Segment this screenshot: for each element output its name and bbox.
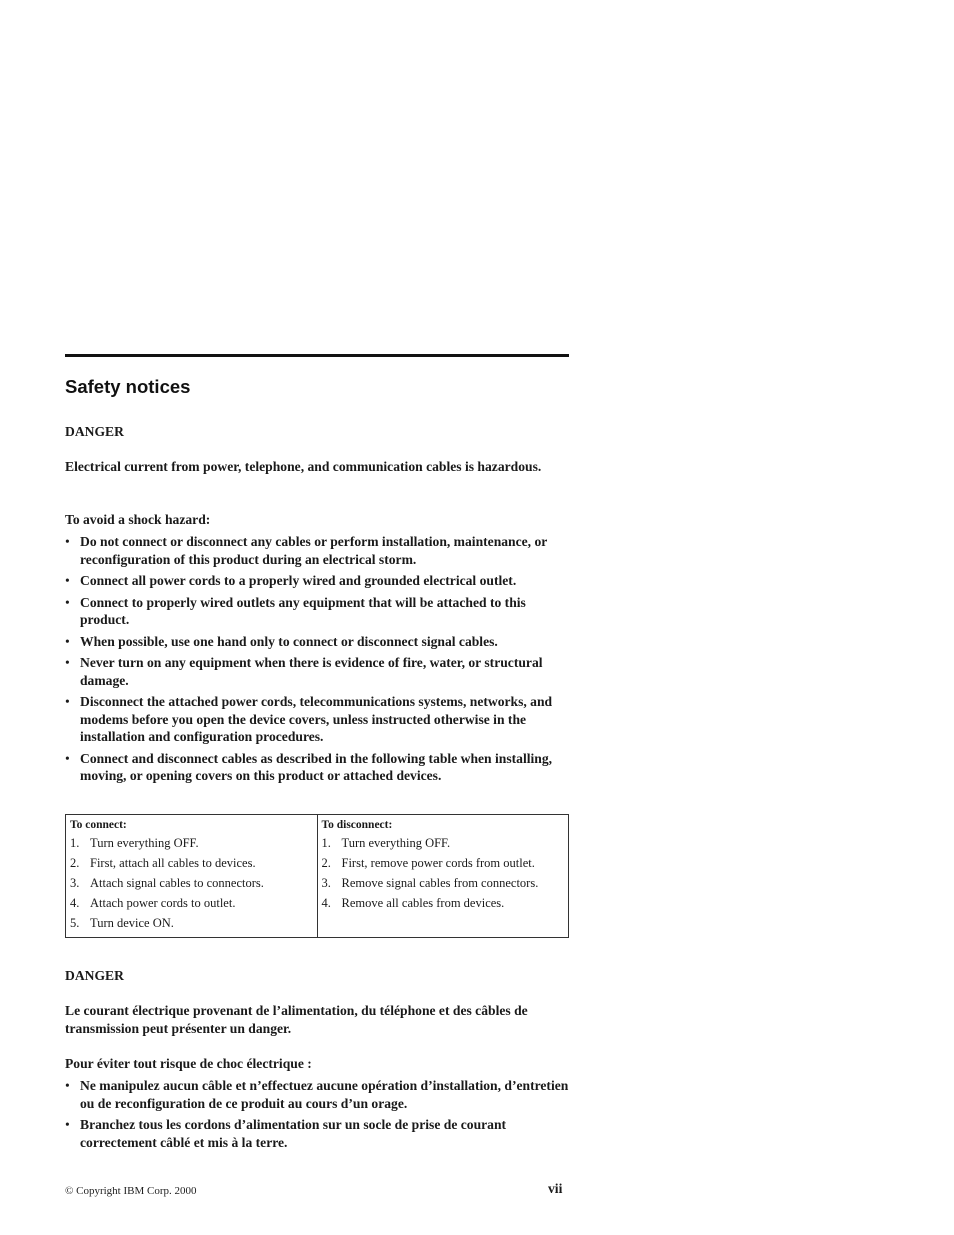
step-number: 4. [321, 896, 331, 910]
page-number: vii [548, 1181, 563, 1196]
step-text: Attach signal cables to connectors. [90, 876, 264, 890]
bullet-text: Connect to properly wired outlets any equipment that will be attached to this product. [80, 594, 526, 627]
step-text: First, attach all cables to devices. [90, 856, 256, 870]
connect-step [70, 833, 313, 853]
step-text: Turn everything OFF. [341, 836, 451, 850]
step-number: 2. [321, 856, 331, 870]
step-text: First, remove power cords from outlet. [341, 856, 535, 870]
danger-label-en: DANGER [65, 424, 124, 439]
bullet-icon: • [65, 1078, 70, 1093]
bullet-icon: • [65, 633, 70, 649]
step-number: 1. [321, 836, 331, 850]
connect-header: To connect: [70, 819, 127, 831]
list-item [65, 1077, 569, 1112]
bullet-text: Connect all power cords to a properly wired and grounded electrical outlet. [80, 573, 517, 588]
step-number: 3. [70, 876, 80, 890]
list-item [65, 572, 569, 590]
step-number: 3. [321, 876, 331, 890]
disconnect-step [322, 833, 565, 853]
connect-column [66, 815, 318, 938]
avoid-intro-en: To avoid a shock hazard: [65, 512, 211, 527]
bullet-icon: • [65, 655, 70, 670]
disconnect-step [322, 893, 565, 913]
list-item [65, 750, 569, 785]
step-number: 1. [70, 836, 80, 850]
bullet-text: Never turn on any equipment when there is evidence of fire, water, or structural damage. [80, 655, 543, 688]
list-item [65, 693, 569, 746]
bullet-list-fr [65, 1077, 569, 1155]
bullet-text: Do not connect or disconnect any cables or perform installation, maintenance, or reconfiguration of this product during an electrical storm. [80, 534, 548, 567]
disconnect-step [322, 853, 565, 873]
section-title: Safety notices [65, 376, 191, 397]
step-text: Turn device ON. [90, 916, 174, 930]
disconnect-column [317, 815, 569, 938]
list-item [65, 633, 569, 651]
connect-disconnect-table [65, 814, 569, 938]
bullet-text: When possible, use one hand only to connect or disconnect signal cables. [80, 633, 498, 649]
bullet-icon: • [65, 694, 70, 709]
step-text: Remove all cables from devices. [341, 896, 505, 910]
bullet-text: Connect and disconnect cables as described in the following table when installing, moving, or opening covers on this product or attached devices. [80, 750, 553, 783]
bullet-list-en [65, 533, 569, 789]
bullet-text: Disconnect the attached power cords, telecommunications systems, networks, and modems before you open the device covers, unless instructed otherwise in the installation and configuration procedures. [80, 694, 553, 744]
list-item [65, 594, 569, 629]
warning-text-fr: Le courant électrique provenant de l’alimentation, du téléphone et des câbles de transmission peut présenter un danger. [65, 1003, 528, 1036]
disconnect-step [322, 873, 565, 893]
bullet-text: Branchez tous les cordons d’alimentation sur un socle de prise de courant correctement câblé et mis à la terre. [80, 1117, 507, 1150]
list-item [65, 533, 569, 568]
step-text: Remove signal cables from connectors. [341, 876, 539, 890]
bullet-icon: • [65, 750, 70, 766]
connect-step [70, 873, 313, 893]
connect-step [70, 913, 313, 933]
bullet-icon: • [65, 534, 70, 549]
step-number: 5. [70, 916, 80, 930]
section-rule [65, 354, 569, 357]
step-text: Turn everything OFF. [90, 836, 199, 850]
step-number: 4. [70, 896, 80, 910]
connect-step [70, 853, 313, 873]
danger-label-fr: DANGER [65, 968, 124, 983]
bullet-icon: • [65, 594, 70, 610]
bullet-icon: • [65, 1117, 70, 1132]
step-number: 2. [70, 856, 80, 870]
disconnect-header: To disconnect: [321, 819, 393, 831]
avoid-intro-fr: Pour éviter tout risque de choc électrique : [65, 1056, 312, 1071]
warning-text-en: Electrical current from power, telephone, and communication cables is hazardous. [65, 459, 542, 474]
table-row [66, 815, 569, 938]
list-item [65, 654, 569, 689]
connect-step [70, 893, 313, 913]
list-item [65, 1116, 569, 1151]
copyright-notice: © Copyright IBM Corp. 2000 [65, 1185, 197, 1197]
step-text: Attach power cords to outlet. [90, 896, 236, 910]
bullet-text: Ne manipulez aucun câble et n’effectuez aucune opération d’installation, d’entretien ou de reconfiguration de ce produit au cours d’un orage. [80, 1078, 569, 1111]
bullet-icon: • [65, 573, 70, 588]
